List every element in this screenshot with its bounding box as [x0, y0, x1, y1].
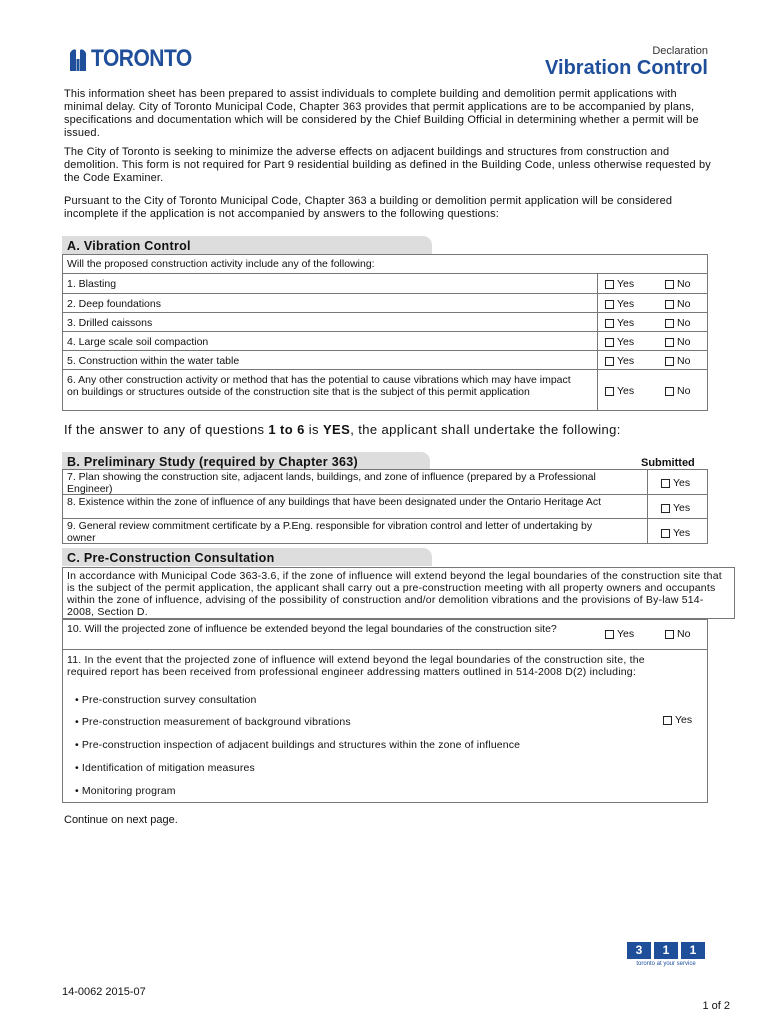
- checkbox-icon[interactable]: [605, 338, 614, 347]
- question-row-10: [63, 620, 707, 649]
- intro-paragraph-2: The City of Toronto is seeking to minimize the adverse effects on adjacent buildings and structures from construction and demolition. This form is not required for Part 9 residential building as defined in the Building Code, unless otherwise requested by the Code Examiner.: [64, 146, 711, 184]
- requirement-bullet-4: • Identification of mitigation measures: [75, 762, 255, 774]
- section-a-table: [62, 254, 708, 411]
- checkbox-icon[interactable]: [665, 387, 674, 396]
- no-label: No: [677, 317, 691, 329]
- condition-text: is: [304, 422, 323, 437]
- question-row-5: [63, 350, 707, 369]
- q5-no-option[interactable]: [665, 355, 690, 367]
- intro-paragraph-3: Pursuant to the City of Toronto Municipal Code, Chapter 363 a building or demolition permit application will be considered incomplete if the application is not accompanied by answers to the following questions:: [64, 195, 673, 220]
- yes-label: Yes: [673, 527, 691, 539]
- question-11-label: 11. In the event that the projected zone of influence will extend beyond the legal boundaries of the construction site, the required report has been received from professional engineer addressing matters outlined in 514-2008 D(2) including:: [67, 654, 645, 678]
- badge-digit: 3: [627, 942, 651, 959]
- no-label: No: [677, 628, 691, 640]
- question-10-label: 10. Will the projected zone of influence be extended beyond the legal boundaries of the construction site?: [67, 623, 557, 635]
- yes-label: Yes: [617, 336, 635, 348]
- yes-label: Yes: [617, 317, 635, 329]
- q10-no-option[interactable]: [665, 628, 690, 640]
- checkbox-icon[interactable]: [605, 357, 614, 366]
- requirement-bullet-2: • Pre-construction measurement of background vibrations: [75, 716, 351, 728]
- q5-yes-option[interactable]: [605, 355, 634, 367]
- no-label: No: [677, 298, 691, 310]
- page-number: 1 of 2: [702, 1000, 730, 1012]
- section-a-lead: Will the proposed construction activity include any of the following:: [67, 258, 375, 270]
- q4-yes-option[interactable]: [605, 336, 634, 348]
- yes-label: Yes: [617, 298, 635, 310]
- badge-digit: 1: [681, 942, 705, 959]
- question-row-2: [63, 293, 707, 312]
- section-a-heading: A. Vibration Control: [62, 236, 432, 254]
- continue-note: Continue on next page.: [64, 814, 178, 826]
- no-label: No: [677, 355, 691, 367]
- checkbox-icon[interactable]: [605, 387, 614, 396]
- checkbox-icon[interactable]: [663, 716, 672, 725]
- requirement-bullet-3: • Pre-construction inspection of adjacent buildings and structures within the zone of influence: [75, 739, 521, 751]
- requirement-bullet-1: • Pre-construction survey consultation: [75, 694, 257, 706]
- doc-type-label: Declaration: [652, 45, 708, 57]
- question-row-3: [63, 312, 707, 331]
- checkbox-icon[interactable]: [665, 280, 674, 289]
- condition-range: 1 to 6: [268, 422, 305, 437]
- no-label: No: [677, 278, 691, 290]
- q2-yes-option[interactable]: [605, 298, 634, 310]
- logo-wordmark: TORONTO: [91, 45, 192, 72]
- yes-label: Yes: [617, 355, 635, 367]
- checkbox-icon[interactable]: [665, 300, 674, 309]
- question-row-1: [63, 273, 707, 293]
- q6-no-option[interactable]: [665, 385, 690, 397]
- section-b-heading: B. Preliminary Study (required by Chapter 363): [62, 452, 430, 470]
- item9-yes-option[interactable]: [661, 527, 690, 539]
- city-of-toronto-logo: [68, 47, 192, 71]
- study-row-9: [63, 518, 707, 544]
- item8-yes-option[interactable]: [661, 502, 690, 514]
- study-row-8: [63, 494, 707, 519]
- condition-text: If the answer to any of questions: [64, 422, 269, 437]
- study-item-7: 7. Plan showing the construction site, adjacent lands, buildings, and zone of influence (prepared by a Professional Engineer): [67, 471, 596, 495]
- section-c-heading: C. Pre-Construction Consultation: [62, 548, 432, 566]
- q3-yes-option[interactable]: [605, 317, 634, 329]
- question-5-label: 5. Construction within the water table: [67, 355, 240, 367]
- city-hall-icon: [68, 47, 88, 71]
- checkbox-icon[interactable]: [605, 280, 614, 289]
- section-c-intro-box: [62, 567, 735, 619]
- yes-label: Yes: [617, 278, 635, 290]
- q6-yes-option[interactable]: [605, 385, 634, 397]
- question-row-11: [63, 649, 707, 803]
- checkbox-icon[interactable]: [665, 338, 674, 347]
- intro-paragraph-1: This information sheet has been prepared to assist individuals to complete building and demolition permit applications with minimal delay. City of Toronto Municipal Code, Chapter 363 provides that permit applications are to be accompanied by plans, specifications and documentation which will be considered by the Chief Building Official in determining whether a permit will be issued.: [64, 88, 699, 139]
- question-6-label: 6. Any other construction activity or method that has the potential to cause vibrations which may have impact on buildings or structures outside of the construction site that is the subject of this permit application: [67, 374, 571, 398]
- form-id: 14-0062 2015-07: [62, 986, 146, 998]
- no-label: No: [677, 385, 691, 397]
- study-row-7: [63, 470, 707, 495]
- q3-no-option[interactable]: [665, 317, 690, 329]
- submitted-header: Submitted: [641, 457, 695, 469]
- condition-text: , the applicant shall undertake the following:: [350, 422, 621, 437]
- yes-label: Yes: [617, 385, 635, 397]
- question-1-label: 1. Blasting: [67, 278, 117, 290]
- q1-no-option[interactable]: [665, 278, 690, 290]
- page-title: Vibration Control: [545, 57, 708, 79]
- q4-no-option[interactable]: [665, 336, 690, 348]
- section-c-table: [62, 619, 708, 803]
- q11-yes-option[interactable]: [663, 714, 692, 726]
- checkbox-icon[interactable]: [605, 630, 614, 639]
- yes-label: Yes: [673, 477, 691, 489]
- question-row-4: [63, 331, 707, 350]
- q10-yes-option[interactable]: [605, 628, 634, 640]
- condition-yes: YES: [322, 422, 351, 437]
- yes-label: Yes: [617, 628, 635, 640]
- badge-tagline: toronto at your service: [636, 961, 696, 967]
- checkbox-icon[interactable]: [605, 300, 614, 309]
- checkbox-icon[interactable]: [665, 630, 674, 639]
- item7-yes-option[interactable]: [661, 477, 690, 489]
- no-label: No: [677, 336, 691, 348]
- 311-badge: [626, 942, 706, 967]
- study-item-9: 9. General review commitment certificate by a P.Eng. responsible for vibration control and letter of undertaking by owner: [67, 520, 593, 544]
- checkbox-icon[interactable]: [605, 319, 614, 328]
- requirement-bullet-5: • Monitoring program: [75, 785, 176, 797]
- checkbox-icon[interactable]: [661, 479, 670, 488]
- question-row-6: [63, 369, 707, 411]
- question-4-label: 4. Large scale soil compaction: [67, 336, 209, 348]
- badge-digit: 1: [654, 942, 678, 959]
- study-item-8: 8. Existence within the zone of influence of any buildings that have been designated under the Ontario Heritage Act: [67, 496, 602, 508]
- section-c-intro: In accordance with Municipal Code 363-3.6, if the zone of influence will extend beyond the legal boundaries of the construction site that is the subject of the permit application, the applicant shall carry out a pre-construction meeting with all property owners and occupants within the zone of influence, advising of the possibility of construction and/or demolition vibrations and the provisions of By-law 514-2008, Section D.: [67, 570, 722, 618]
- question-2-label: 2. Deep foundations: [67, 298, 161, 310]
- q2-no-option[interactable]: [665, 298, 690, 310]
- q1-yes-option[interactable]: [605, 278, 634, 290]
- checkbox-icon[interactable]: [661, 504, 670, 513]
- condition-statement: [64, 422, 621, 437]
- checkbox-icon[interactable]: [665, 319, 674, 328]
- section-a-lead-row: [63, 255, 707, 273]
- checkbox-icon[interactable]: [665, 357, 674, 366]
- checkbox-icon[interactable]: [661, 529, 670, 538]
- yes-label: Yes: [673, 502, 691, 514]
- yes-label: Yes: [675, 714, 693, 726]
- question-3-label: 3. Drilled caissons: [67, 317, 153, 329]
- section-b-table: [62, 469, 708, 544]
